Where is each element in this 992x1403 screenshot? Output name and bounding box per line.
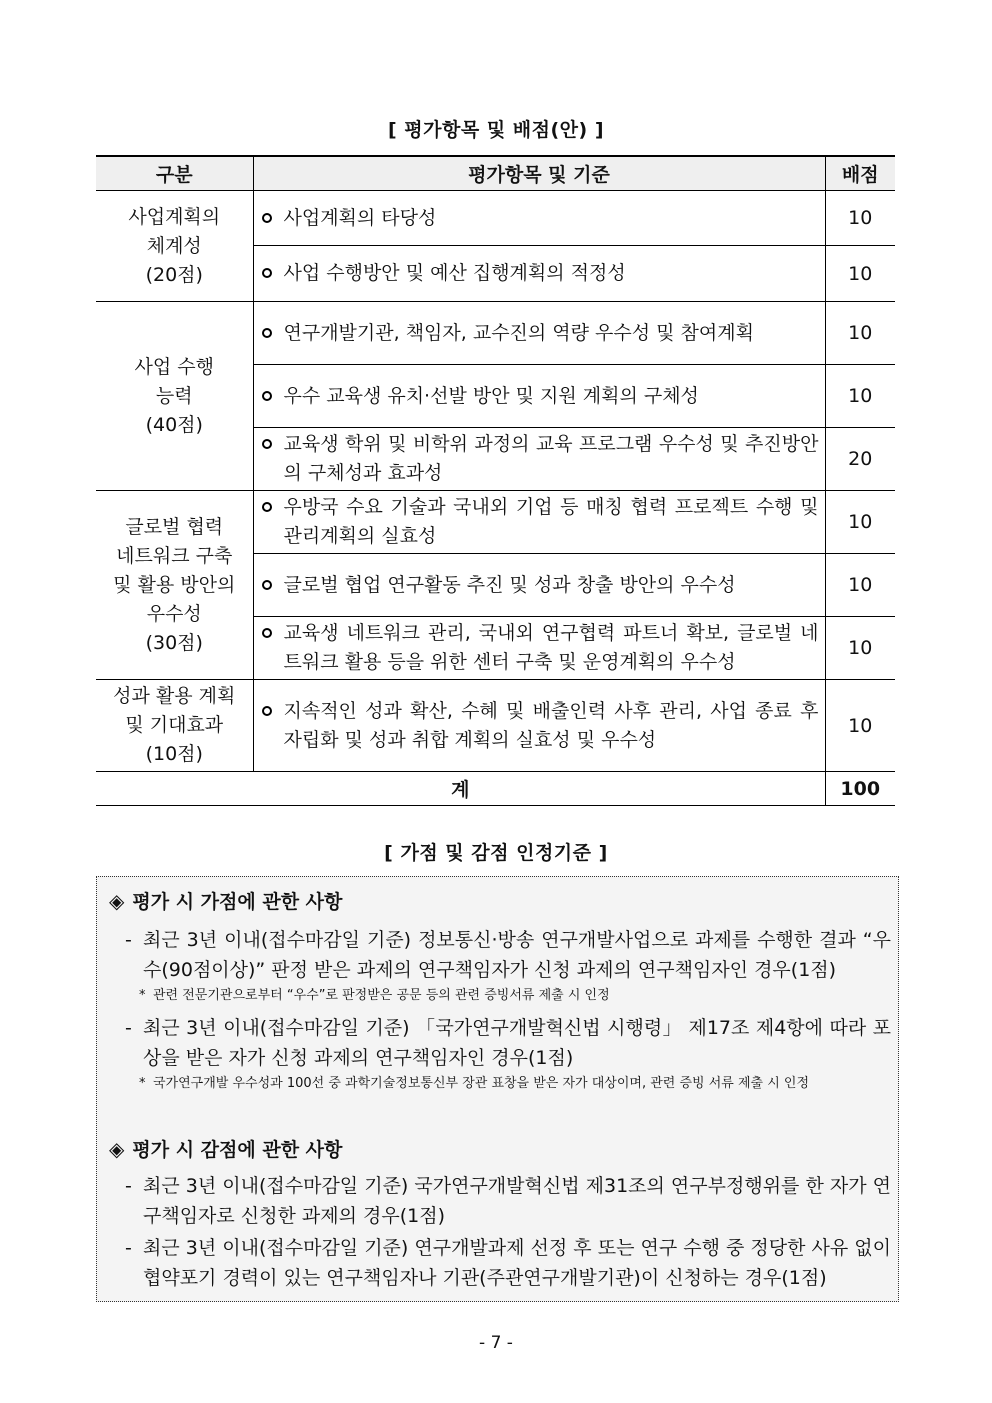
criteria-cell: 연구개발기관, 책임자, 교수진의 역량 우수성 및 참여계획 [253,302,825,365]
total-row [96,772,895,806]
category-cell: 성과 활용 계획 및 기대효과 (10점) [96,680,253,772]
score-cell: 10 [825,491,895,554]
list-item: - 최근 3년 이내(접수마감일 기준) 국가연구개발혁신법 제31조의 연구부정행위를 한 자가 연구책임자로 신청한 과제의 경우(1점) [125,1171,891,1231]
dash-bullet: - [125,929,132,951]
score-cell: 10 [825,365,895,428]
table-row [96,302,895,365]
circle-bullet-icon [262,628,272,638]
circle-bullet-icon [262,706,272,716]
list-item: - 최근 3년 이내(접수마감일 기준) 연구개발과제 선정 후 또는 연구 수행 중 정당한 사유 없이 협약포기 경력이 있는 연구책임자나 기관(주관연구개발기관)이 신청하는 경우(1점) [125,1233,891,1293]
total-score: 100 [825,772,895,806]
note-item: * 관련 전문기관으로부터 “우수”로 판정받은 공문 등의 관련 증빙서류 제출 시 인정 [139,985,891,1007]
circle-bullet-icon [262,391,272,401]
table-row [96,680,895,772]
list-item: - 최근 3년 이내(접수마감일 기준) 「국가연구개발혁신법 시행령」 제17조 제4항에 따라 포상을 받은 자가 신청 과제의 연구책임자인 경우(1점) [125,1013,891,1073]
total-label: 계 [96,772,825,806]
dash-bullet: - [125,1175,132,1197]
circle-bullet-icon [262,328,272,338]
list-item: - 최근 3년 이내(접수마감일 기준) 정보통신·방송 연구개발사업으로 과제를 수행한 결과 “우수(90점이상)” 판정 받은 과제의 연구책임자가 신청 과제의 연구책임자인 경우(1점) [125,925,891,985]
score-cell: 10 [825,191,895,246]
score-cell: 10 [825,617,895,680]
criteria-cell: 우수 교육생 유치·선발 방안 및 지원 계획의 구체성 [253,365,825,428]
page-number: - 7 - [479,1333,513,1353]
score-cell: 10 [825,680,895,772]
asterisk-icon: * [139,988,146,1003]
bonus-criteria-title: [ 가점 및 감점 인정기준 ] [384,842,608,864]
criteria-cell: 사업 수행방안 및 예산 집행계획의 적정성 [253,246,825,302]
category-cell: 글로벌 협력 네트워크 구축 및 활용 방안의 우수성 (30점) [96,491,253,680]
criteria-cell: 사업계획의 타당성 [253,191,825,246]
category-cell: 사업 수행 능력 (40점) [96,302,253,491]
header-criteria: 평가항목 및 기준 [253,156,825,191]
evaluation-table-title: [ 평가항목 및 배점(안) ] [387,119,605,141]
minus-section-heading: ◈ 평가 시 감점에 관한 사항 [109,1137,343,1161]
criteria-cell: 교육생 네트워크 관리, 국내외 연구협력 파트너 확보, 글로벌 네트워크 활용 등을 위한 센터 구축 및 운영계획의 우수성 [253,617,825,680]
table-row [96,191,895,246]
circle-bullet-icon [262,502,272,512]
dash-bullet: - [125,1237,132,1259]
category-cell: 사업계획의 체계성 (20점) [96,191,253,302]
score-cell: 10 [825,554,895,617]
diamond-bullet-icon: ◈ [109,889,125,913]
evaluation-table [96,155,895,806]
score-cell: 10 [825,302,895,365]
criteria-cell: 지속적인 성과 확산, 수혜 및 배출인력 사후 관리, 사업 종료 후 자립화 및 성과 취합 계획의 실효성 및 우수성 [253,680,825,772]
table-row [96,491,895,554]
circle-bullet-icon [262,213,272,223]
header-category: 구분 [96,156,253,191]
circle-bullet-icon [262,580,272,590]
circle-bullet-icon [262,268,272,278]
criteria-cell: 우방국 수요 기술과 국내외 기업 등 매칭 협력 프로젝트 수행 및 관리계획의 실효성 [253,491,825,554]
diamond-bullet-icon: ◈ [109,1137,125,1161]
asterisk-icon: * [139,1076,146,1091]
criteria-cell: 글로벌 협업 연구활동 추진 및 성과 창출 방안의 우수성 [253,554,825,617]
header-score: 배점 [825,156,895,191]
circle-bullet-icon [262,439,272,449]
note-item: * 국가연구개발 우수성과 100선 중 과학기술정보통신부 장관 표창을 받은 자가 대상이며, 관련 증빙 서류 제출 시 인정 [139,1073,891,1095]
score-cell: 20 [825,428,895,491]
criteria-cell: 교육생 학위 및 비학위 과정의 교육 프로그램 우수성 및 추진방안의 구체성과 효과성 [253,428,825,491]
bonus-criteria-box [96,876,899,1302]
plus-section-heading: ◈ 평가 시 가점에 관한 사항 [109,889,343,913]
table-header-row [96,156,895,191]
score-cell: 10 [825,246,895,302]
dash-bullet: - [125,1017,132,1039]
